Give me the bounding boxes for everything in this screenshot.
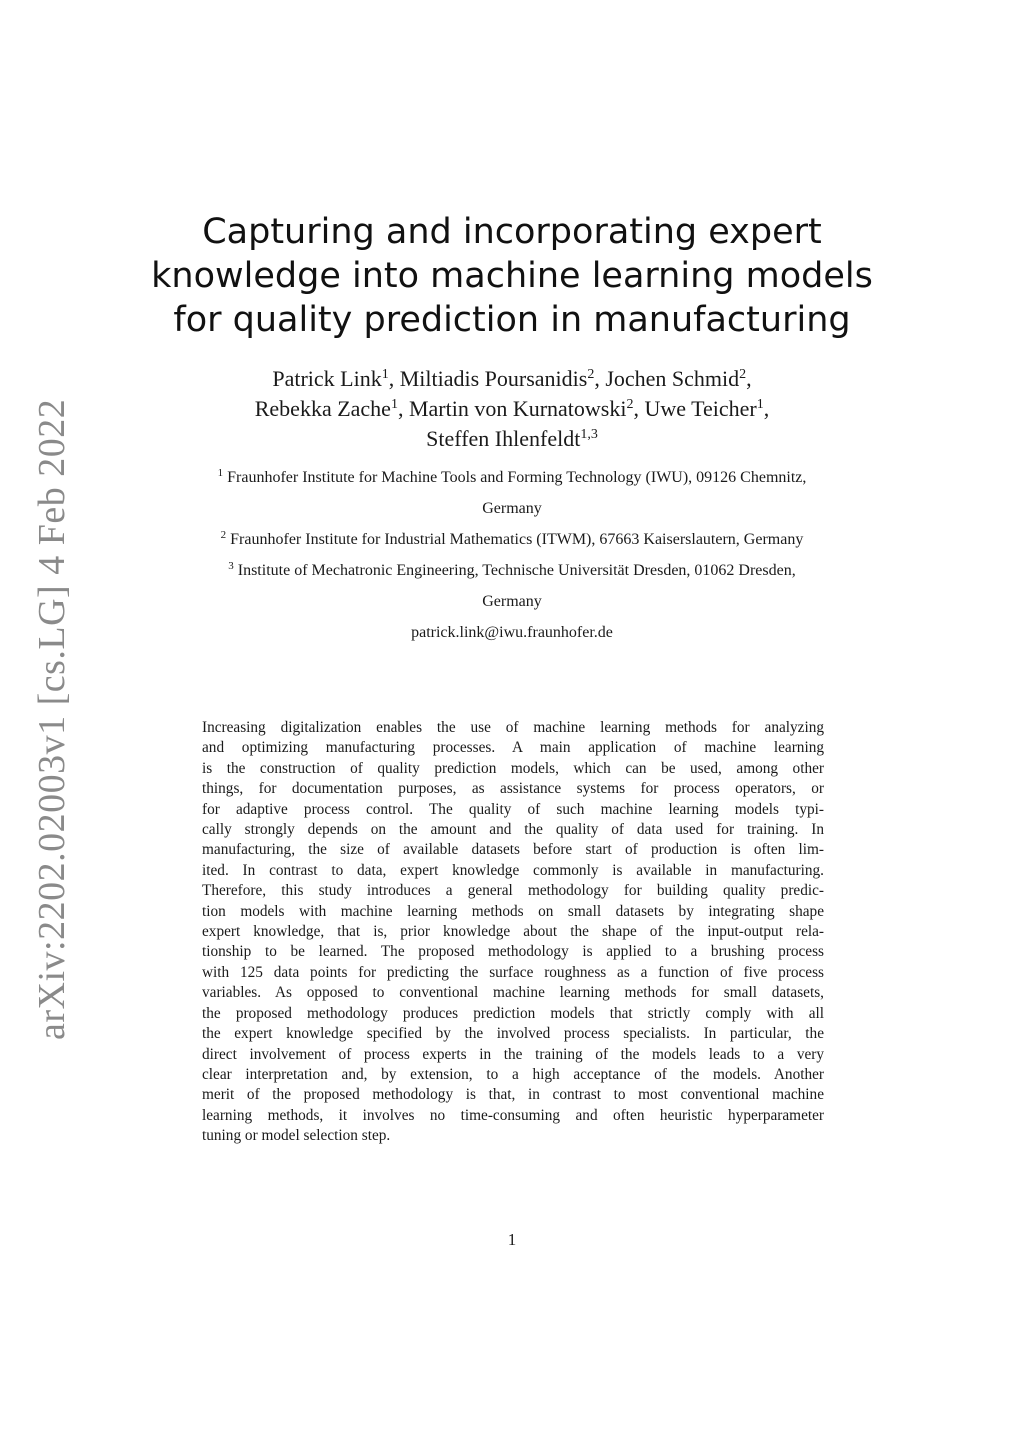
author-separator: ,	[594, 366, 606, 391]
page-number: 1	[507, 1230, 517, 1249]
author-separator: ,	[746, 366, 752, 391]
author-name: Jochen Schmid	[605, 366, 740, 391]
affiliation-list	[150, 462, 874, 648]
abstract-line: with 125 data points for predicting the surface roughness as a function of five process	[202, 963, 824, 981]
author-line	[112, 424, 912, 454]
author-name: Steffen Ihlenfeldt	[426, 426, 581, 451]
abstract-line: manufacturing, the size of available datasets before start of production is often lim-	[202, 841, 824, 859]
author-name: Rebekka Zache	[254, 396, 391, 421]
author-affiliation-mark: 1	[381, 367, 389, 382]
abstract-line: the proposed methodology produces prediction models that strictly comply with all	[202, 1004, 824, 1022]
author-list	[112, 364, 912, 454]
email: patrick.link@iwu.fraunhofer.de	[411, 624, 613, 641]
abstract-line: Therefore, this study introduces a general methodology for building quality predic-	[202, 882, 824, 900]
author-separator: ,	[763, 396, 770, 421]
affiliation-line	[150, 586, 874, 617]
title-line: knowledge into machine learning models	[151, 256, 873, 296]
abstract-line: Increasing digitalization enables the use of machine learning methods for analyzing	[202, 719, 824, 736]
author-separator: ,	[388, 366, 400, 391]
author-affiliation-mark: 2	[739, 367, 747, 382]
abstract-line: things, for documentation purposes, as assistance systems for process operators, or	[202, 780, 824, 798]
abstract-line: expert knowledge, that is, prior knowledge about the shape of the input-output rela-	[202, 923, 824, 941]
abstract-line: is the construction of quality prediction models, which can be used, among other	[202, 759, 824, 777]
affiliation-text: Fraunhofer Institute for Industrial Mathematics (ITWM), 67663 Kaiserslautern, Germany	[230, 531, 804, 548]
abstract-line: merit of the proposed methodology is that, in contrast to most conventional machine	[202, 1086, 824, 1104]
abstract-line: learning methods, it involves no time-consuming and often heuristic hyperparameter	[202, 1106, 824, 1124]
abstract-line: and optimizing manufacturing processes. A main application of machine learning	[202, 739, 824, 757]
affiliation-mark: 3	[228, 560, 234, 572]
author-affiliation-mark: 2	[587, 367, 595, 382]
abstract-line: clear interpretation and, by extension, to a high acceptance of the models. Another	[202, 1065, 824, 1083]
affiliation-mark: 2	[220, 529, 227, 541]
affiliation-mark: 1	[217, 467, 224, 479]
author-name: Patrick Link	[272, 366, 382, 391]
author-separator: ,	[397, 396, 409, 421]
title-line: Capturing and incorporating expert	[202, 212, 822, 252]
author-affiliation-mark: 1	[756, 397, 764, 412]
abstract	[202, 718, 824, 1147]
affiliation-line	[150, 524, 874, 555]
affiliation-text: Fraunhofer Institute for Machine Tools and Forming Technology (IWU), 09126 Chemnitz,	[227, 469, 807, 486]
abstract-line: tuning or model selection step.	[202, 1127, 391, 1145]
author-separator: ,	[633, 396, 645, 421]
paper-title	[112, 210, 912, 342]
arxiv-stamp: arXiv:2202.02003v1 [cs.LG] 4 Feb 2022	[31, 398, 73, 1040]
affiliation-line	[150, 493, 874, 524]
author-affiliation-mark: 2	[626, 397, 634, 412]
author-affiliation-mark: 1,3	[580, 427, 598, 442]
author-name: Martin von Kurnatowski	[408, 396, 627, 421]
author-name: Miltiadis Poursanidis	[399, 366, 588, 391]
title-line: for quality prediction in manufacturing	[173, 300, 851, 340]
abstract-line: cally strongly depends on the amount and the quality of data used for training. In	[202, 821, 824, 839]
affiliation-text: Germany	[482, 500, 542, 517]
author-name: Uwe Teicher	[644, 396, 757, 421]
affiliation-text: Institute of Mechatronic Engineering, Technische Universität Dresden, 01062 Dresden,	[237, 562, 796, 579]
abstract-line: variables. As opposed to conventional machine learning methods for small datasets,	[202, 984, 824, 1002]
abstract-line: tionship to be learned. The proposed methodology is applied to a brushing process	[202, 943, 824, 961]
author-line	[112, 364, 912, 394]
author-affiliation-mark: 1	[390, 397, 398, 412]
abstract-line: ited. In contrast to data, expert knowledge commonly is available in manufacturing.	[202, 861, 824, 879]
affiliation-text: Germany	[482, 593, 542, 610]
affiliation-line	[150, 462, 874, 493]
author-line	[112, 394, 912, 424]
affiliation-line	[150, 555, 874, 586]
abstract-line: the expert knowledge specified by the involved process specialists. In particular, the	[202, 1025, 824, 1043]
abstract-line: for adaptive process control. The quality of such machine learning models typi-	[202, 800, 824, 818]
abstract-line: tion models with machine learning methods on small datasets by integrating shape	[202, 902, 824, 920]
abstract-line: direct involvement of process experts in the training of the models leads to a very	[202, 1045, 824, 1063]
